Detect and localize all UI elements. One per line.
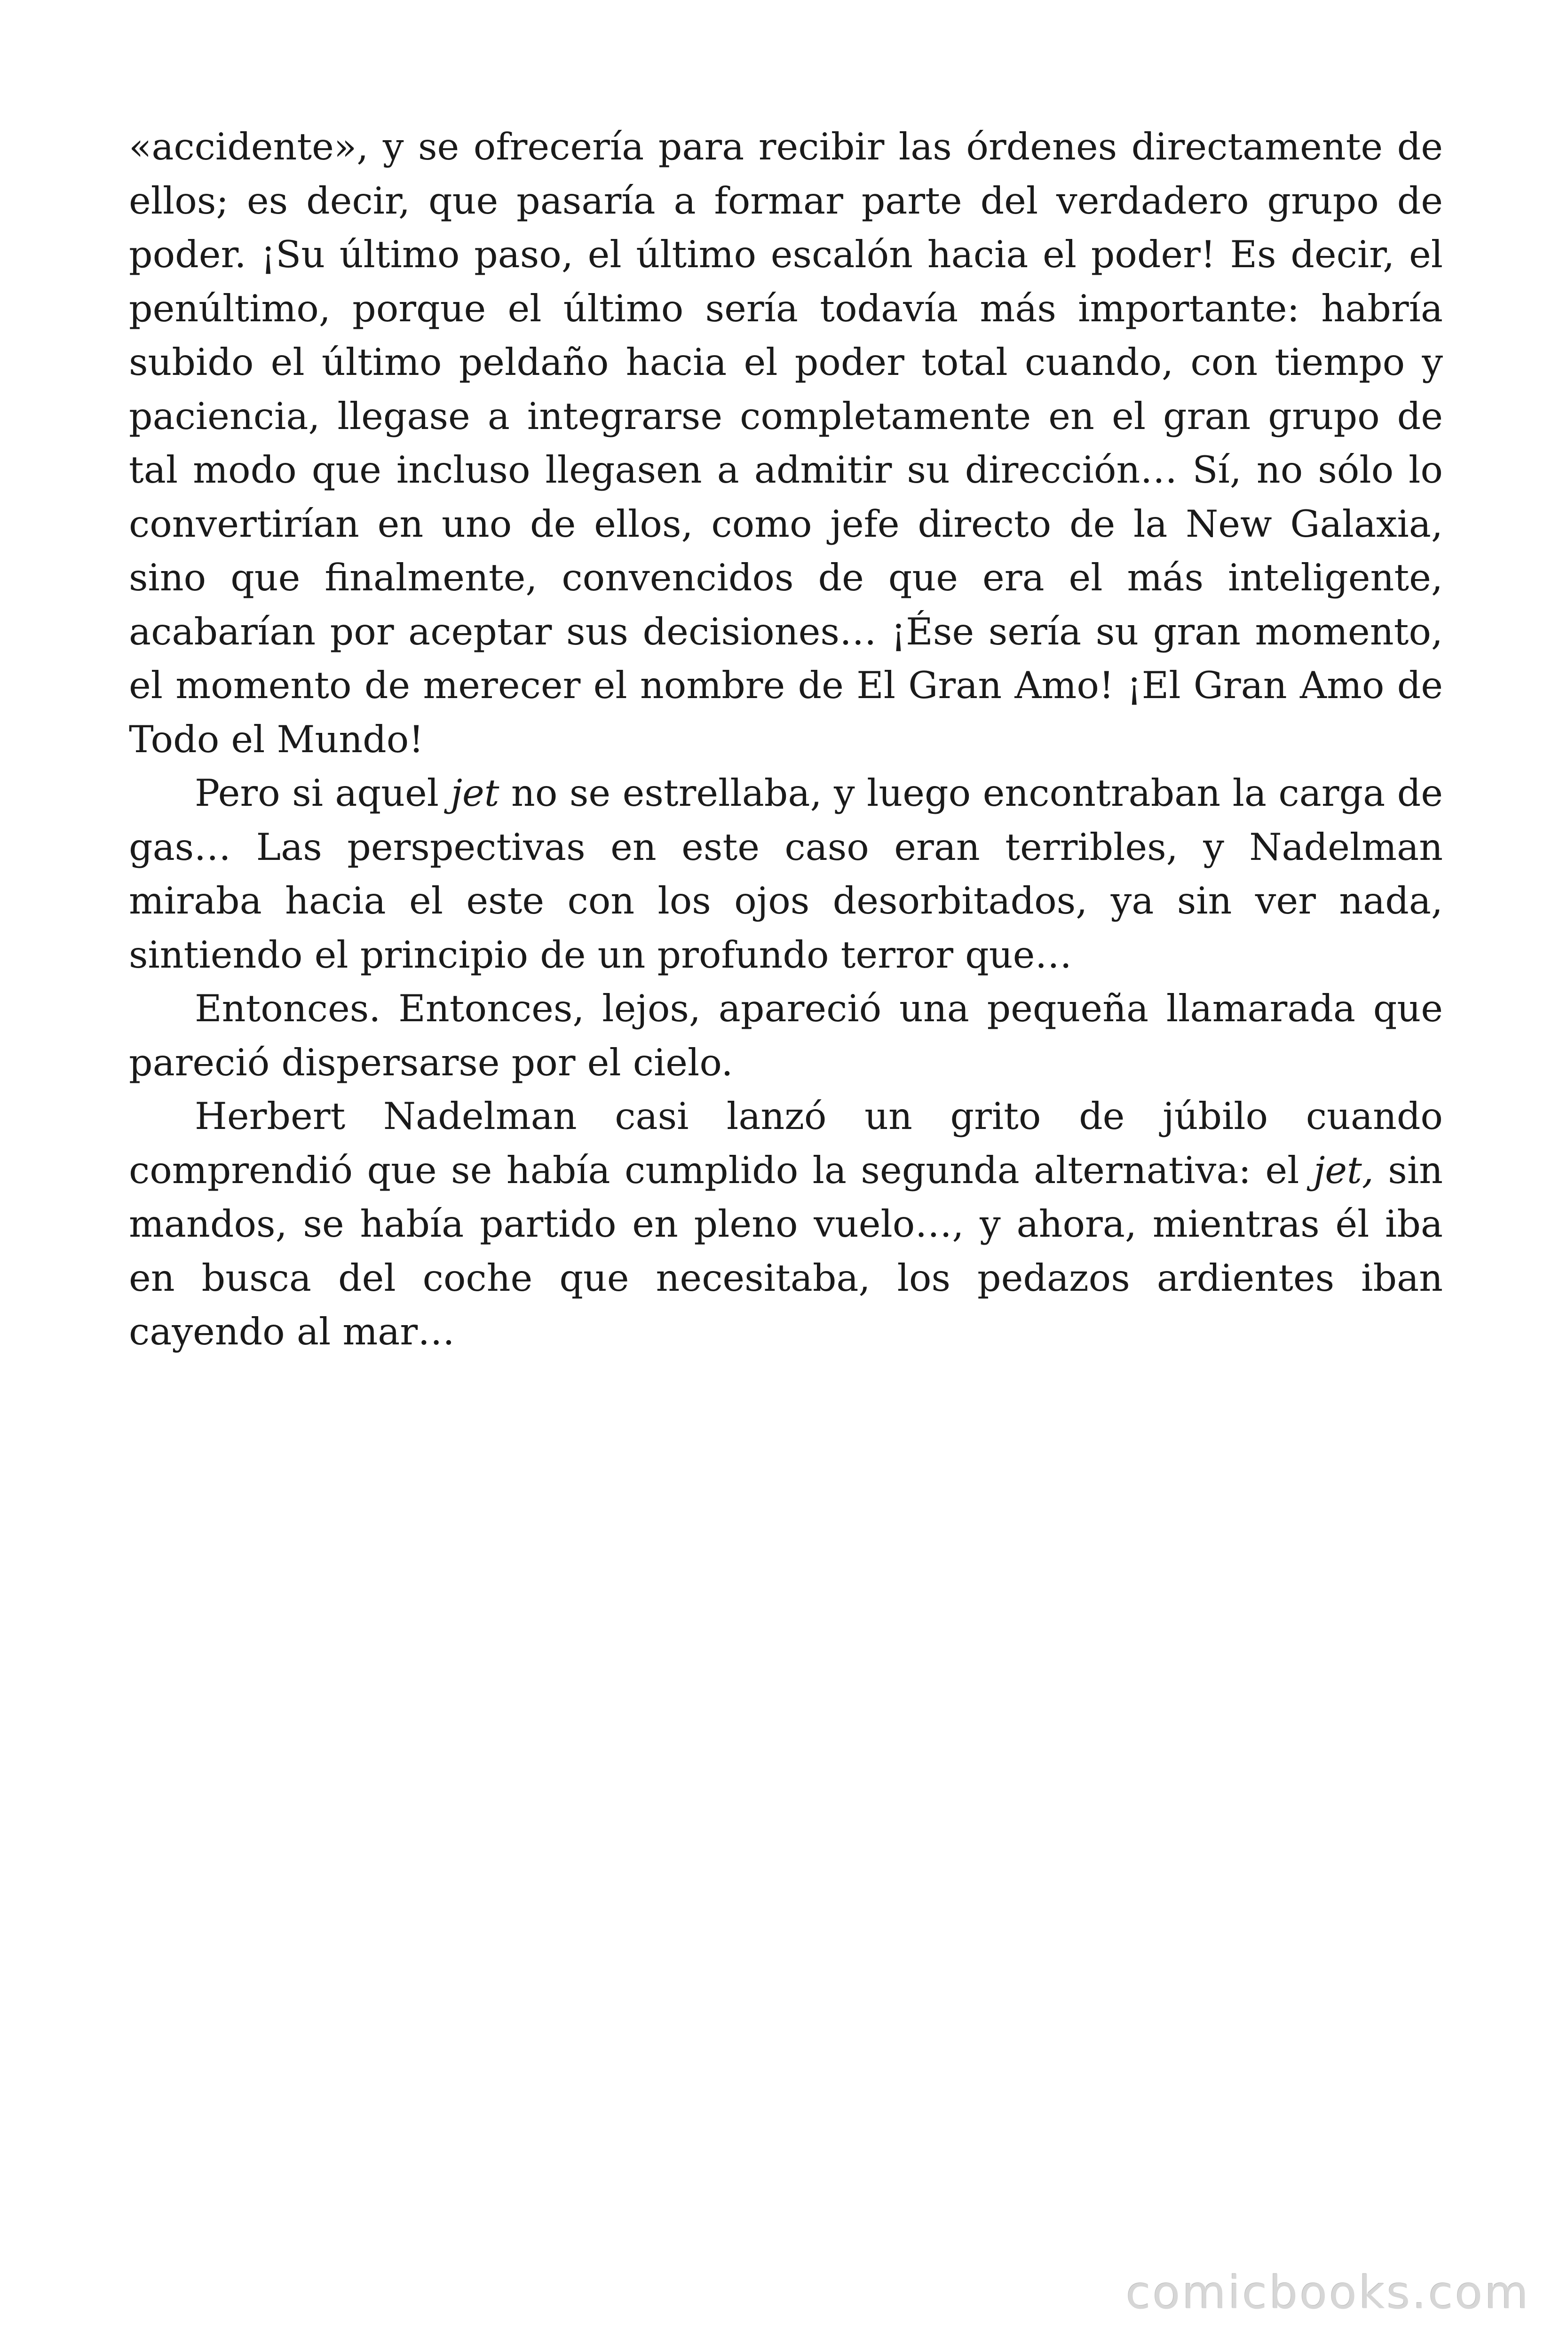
paragraph-1 — [129, 120, 1443, 766]
body-text — [129, 120, 1443, 1359]
paragraph-4 — [129, 1089, 1443, 1359]
paragraph-3 — [129, 982, 1443, 1089]
paragraph-1-text: «accidente», y se ofrecería para recibir las órdenes directamente de ellos; es decir, que pasaría a formar parte del verdadero grupo de poder. ¡Su último paso, el último escalón hacia el poder! Es decir, el penúltimo, porque el último sería todavía más importante: habría subido el último peldaño hacia el poder total cuando, con tiempo y paciencia, llegase a integrarse completamente en el gran grupo de tal modo que incluso llegasen a admitir su dirección… Sí, no sólo lo convertirían en uno de ellos, como jefe directo de la New Galaxia, sino que finalmente, convencidos de que era el más inteligente, acabarían por aceptar sus decisiones… ¡Ése sería su gran momento, el momento de merecer el nombre de El Gran Amo! ¡El Gran Amo de Todo el Mundo! — [129, 125, 1443, 761]
paragraph-2-text-a: Pero si aquel — [195, 771, 451, 815]
watermark: comicbooks.com — [1125, 2266, 1530, 2319]
paragraph-2-italic-jet: jet — [451, 771, 499, 815]
paragraph-4-text-b: sin mandos, se había partido en pleno vuelo…, y ahora, mientras él iba en busca del coche que necesitaba, los pedazos ardientes iban cayendo al mar… — [129, 1148, 1443, 1353]
paragraph-2-text-b: no se estrellaba, y luego encontraban la carga de gas… Las perspectivas en este caso eran terribles, y Nadelman miraba hacia el este con los ojos desorbitados, ya sin ver nada, sintiendo el principio de un profundo terror que… — [129, 771, 1443, 977]
paragraph-4-text-a: Herbert Nadelman casi lanzó un grito de júbilo cuando comprendió que se había cumplido la segunda alternativa: el — [129, 1095, 1443, 1192]
paragraph-4-italic-jet: jet, — [1313, 1148, 1374, 1192]
paragraph-2 — [129, 766, 1443, 982]
paragraph-3-text: Entonces. Entonces, lejos, apareció una pequeña llamarada que pareció dispersarse por el cielo. — [129, 987, 1443, 1084]
